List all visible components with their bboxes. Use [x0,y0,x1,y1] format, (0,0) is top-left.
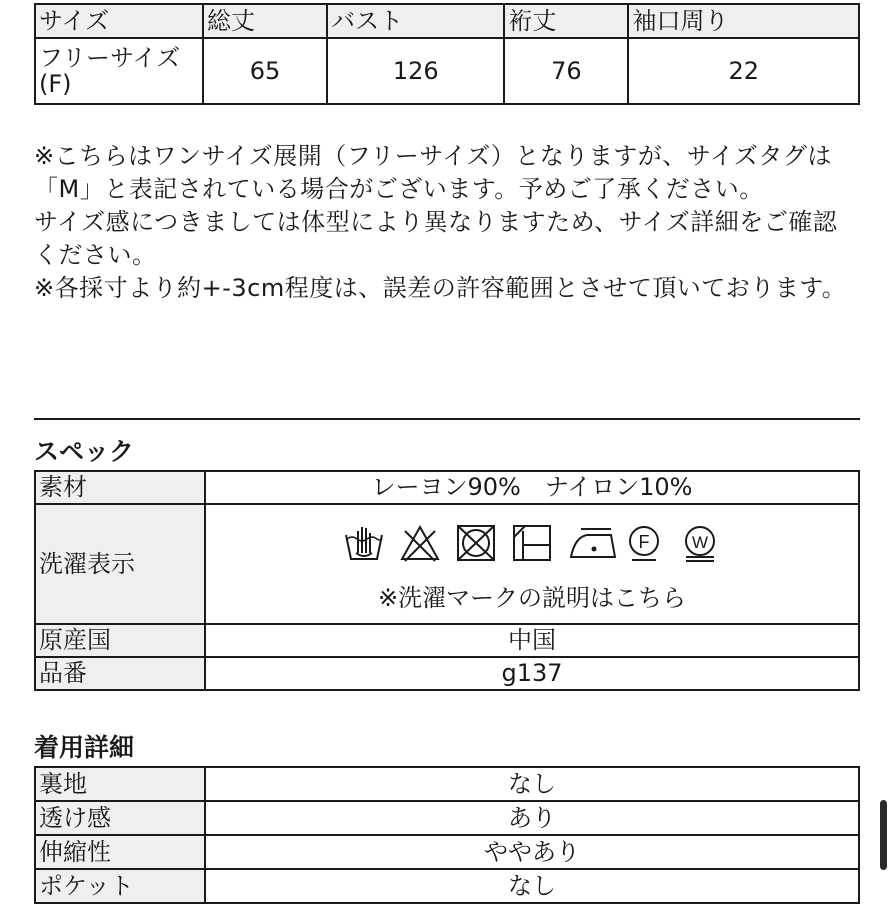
size-value-length: 65 [203,38,327,104]
pocket-value: なし [205,869,859,903]
detail-row-pocket [35,869,859,903]
origin-value: 中国 [205,624,859,657]
spec-row-origin [35,624,859,657]
detail-table [34,766,860,904]
detail-row-lining [35,767,859,801]
wash-mark-link[interactable]: ※洗濯マークの説明はこちら [377,583,687,612]
size-value-sleeve: 76 [504,38,628,104]
spec-table [34,470,860,691]
size-value-bust: 126 [327,38,504,104]
wet-clean-w-icon [679,523,721,563]
svg-text:W: W [691,532,709,552]
size-label: フリーサイズ(F) [35,38,203,104]
header-size: サイズ [35,4,203,38]
product-number-label: 品番 [35,657,205,690]
header-length: 総丈 [203,4,327,38]
spec-row-product-number [35,657,859,690]
note-tolerance: ※各採寸より約+-3cm程度は、誤差の許容範囲とさせて頂いております。 [34,274,847,302]
pocket-label: ポケット [35,869,205,903]
size-table-row [35,38,859,104]
note-body-type: サイズ感につきましては体型により異なりますため、サイズ詳細をご確認ください。 [34,208,838,269]
material-value: レーヨン90% ナイロン10% [205,471,859,504]
size-table-header [35,4,859,38]
product-number-value: g137 [205,657,859,690]
stretch-value: ややあり [205,835,859,869]
lining-value: なし [205,767,859,801]
header-sleeve-length: 裄丈 [504,4,628,38]
no-tumble-dry-icon [455,523,497,563]
line-dry-shade-icon [511,523,553,563]
section-divider [34,418,860,420]
sheerness-label: 透け感 [35,801,205,835]
wash-cell [205,504,859,624]
no-bleach-icon [399,523,441,563]
scrollbar-thumb[interactable] [880,800,887,870]
wash-icons [209,523,855,563]
size-table [34,3,860,105]
wash-label: 洗濯表示 [35,504,205,624]
size-value-cuff: 22 [628,38,859,104]
svg-text:F: F [638,531,650,552]
header-cuff: 袖口周り [628,4,859,38]
detail-row-sheerness [35,801,859,835]
spec-row-washing [35,504,859,624]
material-label: 素材 [35,471,205,504]
lining-label: 裏地 [35,767,205,801]
note-free-size: ※こちらはワンサイズ展開（フリーサイズ）となりますが、サイズタグは「M」と表記されている場合がございます。予めご了承ください。 [34,142,832,203]
dry-clean-f-icon [623,523,665,563]
hand-wash-icon [343,523,385,563]
detail-row-stretch [35,835,859,869]
spec-row-material [35,471,859,504]
iron-low-icon [567,523,609,563]
header-bust: バスト [327,4,504,38]
spec-title: スペック [34,437,135,466]
sheerness-value: あり [205,801,859,835]
size-notes [34,140,854,305]
detail-title: 着用詳細 [34,733,135,762]
stretch-label: 伸縮性 [35,835,205,869]
origin-label: 原産国 [35,624,205,657]
